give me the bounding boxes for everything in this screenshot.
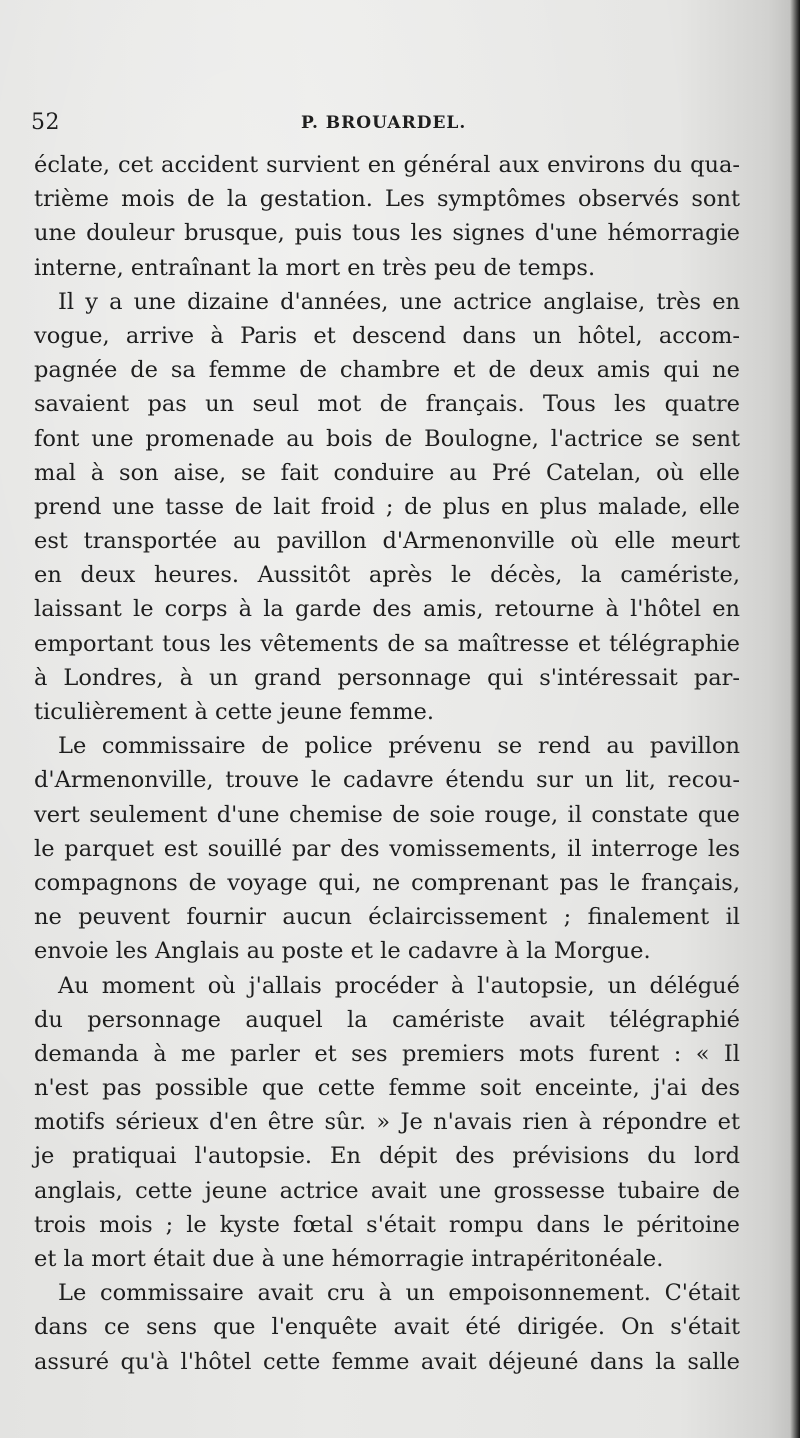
text-line: vert seulement d'une chemise de soie rouge, il constate que: [34, 801, 740, 828]
text-line: une douleur brusque, puis tous les signes d'une hémorragie: [34, 220, 740, 247]
text-line: à Londres, à un grand personnage qui s'intéressait par-: [34, 664, 740, 691]
text-line: trième mois de la gestation. Les symptômes observés sont: [34, 186, 740, 213]
text-line: Le commissaire avait cru à un empoisonnement. C'était: [58, 1280, 740, 1307]
text-line: Le commissaire de police prévenu se rend au pavillon: [58, 733, 740, 760]
text-line: est transportée au pavillon d'Armenonville où elle meurt: [34, 528, 740, 555]
text-line: le parquet est souillé par des vomissements, il interroge les: [34, 835, 740, 862]
text-line: trois mois ; le kyste fœtal s'était rompu dans le péritoine: [34, 1211, 740, 1238]
text-line: emportant tous les vêtements de sa maîtresse et télégraphie: [34, 630, 740, 657]
text-line: compagnons de voyage qui, ne comprenant pas le français,: [34, 869, 740, 896]
text-line: mal à son aise, se fait conduire au Pré Catelan, où elle: [34, 459, 740, 486]
text-line: pagnée de sa femme de chambre et de deux amis qui ne: [34, 357, 740, 384]
text-line: prend une tasse de lait froid ; de plus en plus malade, elle: [34, 493, 740, 520]
text-line: ticulièrement à cette jeune femme.: [34, 699, 435, 725]
text-line: anglais, cette jeune actrice avait une grossesse tubaire de: [34, 1177, 740, 1204]
text-line: savaient pas un seul mot de français. Tous les quatre: [34, 391, 740, 418]
text-line: je pratiquai l'autopsie. En dépit des prévisions du lord: [34, 1143, 740, 1170]
text-line: d'Armenonville, trouve le cadavre étendu sur un lit, recou-: [34, 767, 740, 794]
text-line: et la mort était due à une hémorragie intrapéritonéale.: [34, 1246, 664, 1272]
text-line: ne peuvent fournir aucun éclaircissement ; finalement il: [34, 904, 740, 931]
text-line: Il y a une dizaine d'années, une actrice anglaise, très en: [58, 288, 740, 315]
text-line: dans ce sens que l'enquête avait été dirigée. On s'était: [34, 1314, 740, 1341]
text-line: du personnage auquel la camériste avait télégraphié: [34, 1006, 740, 1033]
text-line: demanda à me parler et ses premiers mots furent : « Il: [34, 1040, 740, 1067]
text-line: éclate, cet accident survient en général aux environs du qua-: [34, 152, 740, 178]
text-line: font une promenade au bois de Boulogne, l'actrice se sent: [34, 425, 740, 452]
text-line: en deux heures. Aussitôt après le décès, la camériste,: [34, 562, 740, 589]
page-header: [31, 108, 731, 138]
text-line: Au moment où j'allais procéder à l'autopsie, un délégué: [58, 972, 740, 999]
text-line: envoie les Anglais au poste et le cadavre à la Morgue.: [34, 938, 651, 965]
running-head: P. BROUARDEL.: [301, 113, 467, 133]
text-line: motifs sérieux d'en être sûr. » Je n'avais rien à répondre et: [34, 1109, 740, 1136]
page-number: 52: [31, 110, 60, 135]
page-spine-shadow: [790, 0, 800, 1438]
text-line: n'est pas possible que cette femme soit enceinte, j'ai des: [34, 1075, 740, 1102]
body-text: [34, 148, 740, 1379]
text-line: interne, entraînant la mort en très peu de temps.: [34, 254, 596, 281]
text-line: assuré qu'à l'hôtel cette femme avait déjeuné dans la salle: [34, 1348, 740, 1375]
text-line: vogue, arrive à Paris et descend dans un hôtel, accom-: [34, 322, 740, 349]
text-line: laissant le corps à la garde des amis, retourne à l'hôtel en: [34, 596, 740, 623]
